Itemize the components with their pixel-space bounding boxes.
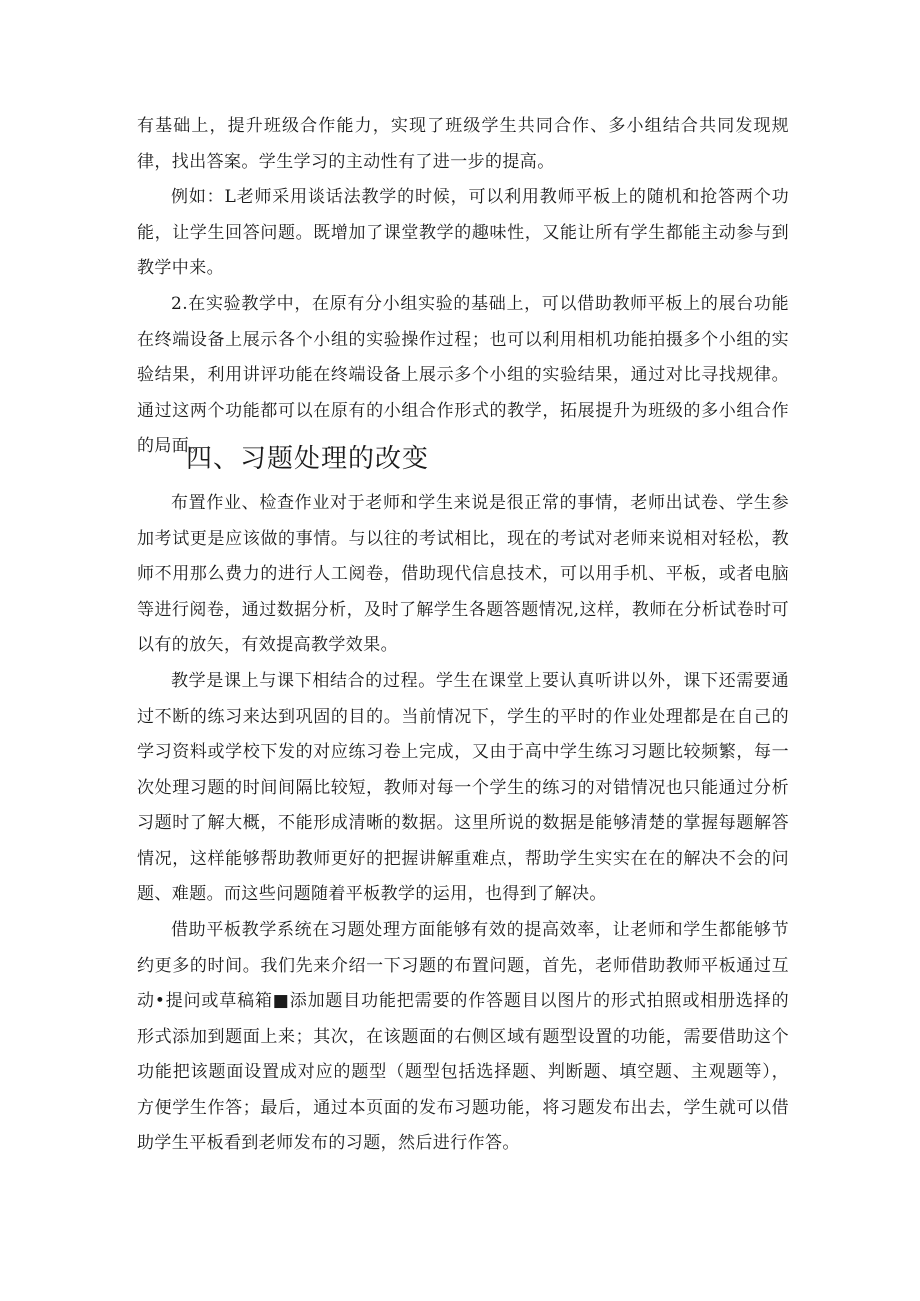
- paragraph-tablet-system: 借助平板教学系统在习题处理方面能够有效的提高效率，让老师和学生都能够节约更多的时间。我们先来介绍一下习题的布置问题，首先，老师借助教师平板通过互动•提问或草稿箱■添加题目功能把需要的作答题目以图片的形式拍照或相册选择的形式添加到题面上来；其次，在该题面的右侧区域有题型设置的功能，需要借助这个功能把该题面设置成对应的题型（题型包括选择题、判断题、填空题、主观题等），方便学生作答；最后，通过本页面的发布习题功能，将习题发布出去，学生就可以借助学生平板看到老师发布的习题，然后进行作答。: [137, 920, 789, 1153]
- paragraph-continuation: 有基础上，提升班级合作能力，实现了班级学生共同合作、多小组结合共同发现规律，找出答案。学生学习的主动性有了进一步的提高。: [137, 116, 789, 172]
- paragraph-experiment-teaching: 2.在实验教学中，在原有分小组实验的基础上，可以借助教师平板上的展台功能在终端设备上展示各个小组的实验操作过程；也可以利用相机功能拍摄多个小组的实验结果，利用讲评功能在终端设备上展示多个小组的实验结果，通过对比寻找规律。通过这两个功能都可以在原有的小组合作形式的教学，拓展提升为班级的多小组合作的局面。: [137, 294, 789, 456]
- paragraph-class-practice: 教学是课上与课下相结合的过程。学生在课堂上要认真听讲以外，课下还需要通过不断的练习来达到巩固的目的。当前情况下，学生的平时的作业处理都是在自己的学习资料或学校下发的对应练习卷上完成，又由于高中学生练习习题比较频繁，每一次处理习题的时间间隔比较短，教师对每一个学生的练习的对错情况也只能通过分析习题时了解大概，不能形成清晰的数据。这里所说的数据是能够清楚的掌握每题解答情况，这样能够帮助教师更好的把握讲解重难点，帮助学生实实在在的解决不会的问题、难题。而这些问题随着平板教学的运用，也得到了解决。: [137, 671, 789, 904]
- paragraph-example: 例如：L老师采用谈话法教学的时候，可以利用教师平板上的随机和抢答两个功能，让学生回答问题。既增加了课堂教学的趣味性，又能让所有学生都能主动参与到教学中来。: [137, 187, 789, 278]
- section-heading: 四、习题处理的改变: [186, 444, 430, 474]
- paragraph-homework-checking: 布置作业、检查作业对于老师和学生来说是很正常的事情，老师出试卷、学生参加考试更是应该做的事情。与以往的考试相比，现在的考试对老师来说相对轻松，教师不用那么费力的进行人工阅卷，借助现代信息技术，可以用手机、平板，或者电脑等进行阅卷，通过数据分析，及时了解学生各题答题情况,这样，教师在分析试卷时可以有的放矢，有效提高教学效果。: [137, 493, 789, 655]
